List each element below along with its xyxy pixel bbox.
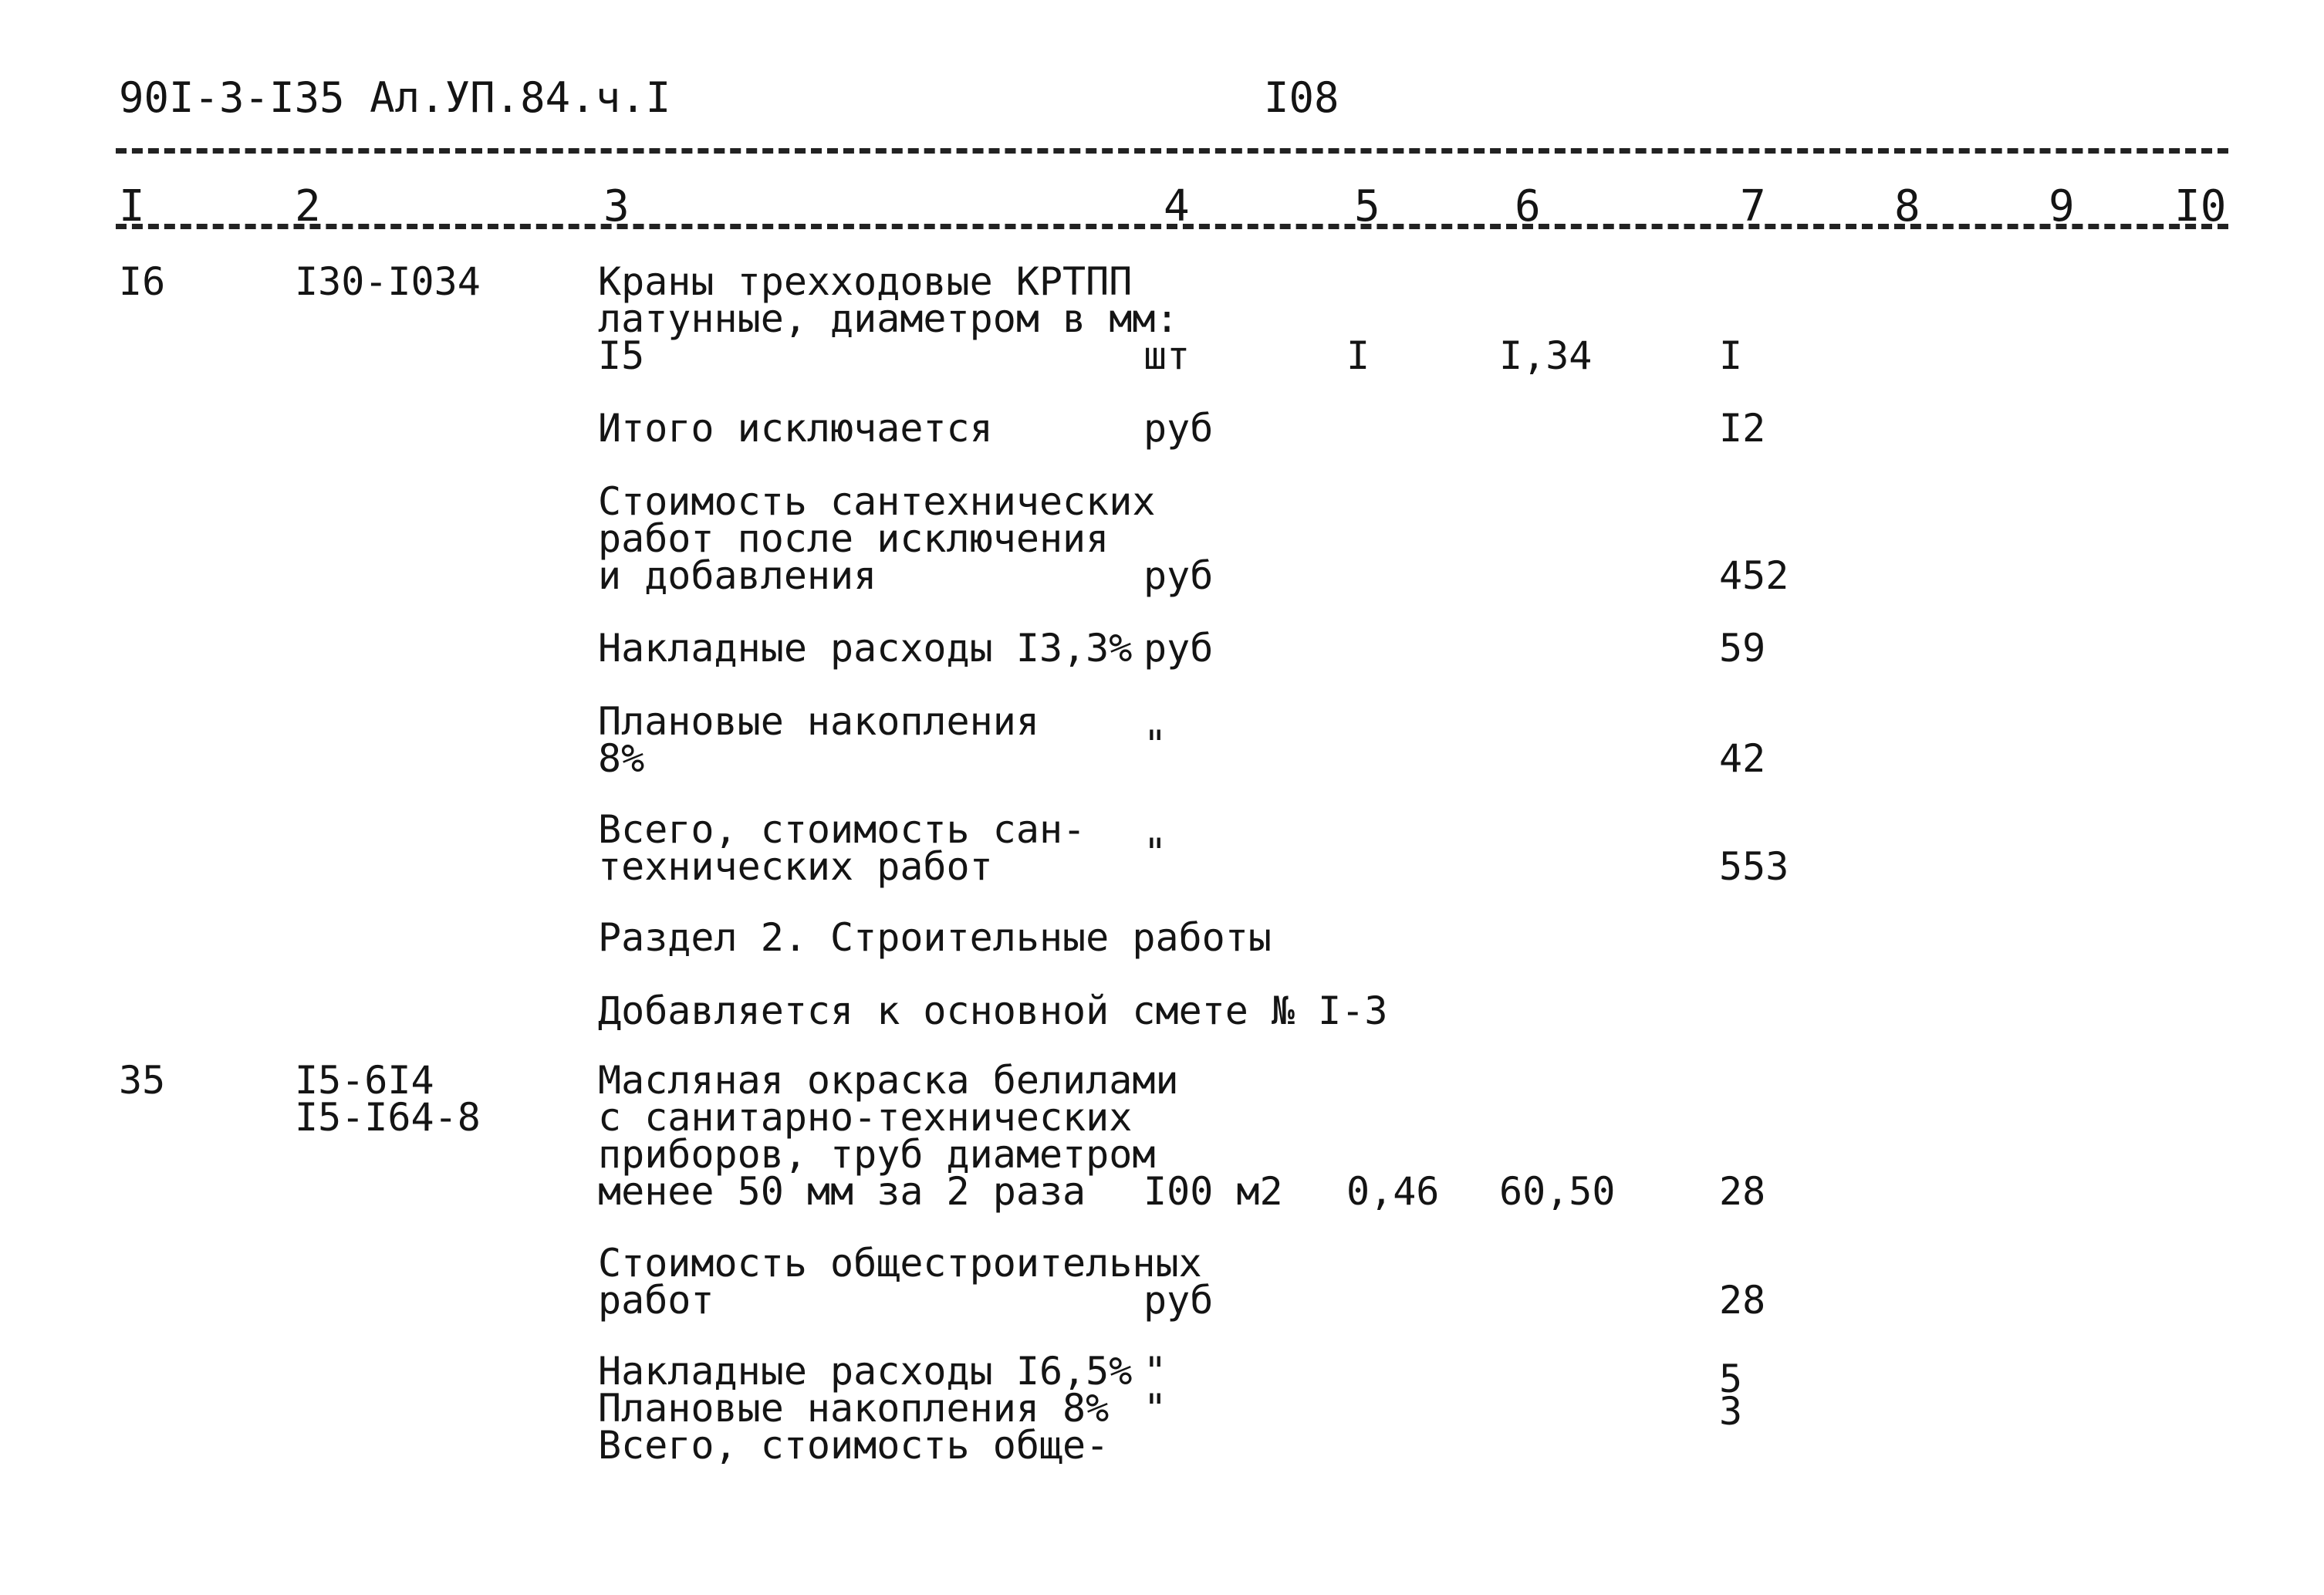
description-line: Краны трехходовые КРТПП [598,259,1133,304]
description-line: латунные, диаметром в мм: [598,296,1179,341]
description-line: с санитарно-технических [598,1095,1133,1140]
unit: " [1143,722,1167,767]
total: 28 [1719,1278,1766,1323]
description-line: менее 50 мм за 2 раза [598,1169,1086,1214]
description-line: Всего, стоимость сан- [598,807,1086,852]
column-number: I0 [2174,181,2227,231]
unit: руб [1143,626,1214,671]
quantity: I [1346,333,1370,378]
column-number: I [119,181,145,231]
column-number: 3 [603,181,630,231]
description-line: Стоимость сантехнических [598,479,1156,524]
description-line: работ [598,1278,714,1323]
description-line: Плановые накопления [598,699,1039,744]
description-line: I5 [598,333,645,378]
description-line: работ после исключения [598,516,1110,561]
column-number: 2 [295,181,321,231]
row-number: 35 [119,1058,166,1103]
description-line: Накладные расходы I6,5% [598,1349,1133,1394]
description-line: технических работ [598,844,993,889]
description-line: Стоимость общестроительных [598,1241,1202,1286]
rate-code: I5-6I4 [295,1058,434,1103]
page-number: I08 [1264,73,1339,122]
section-heading: Раздел 2. Строительные работы [598,915,1272,960]
row-number: I6 [119,259,166,304]
total: 42 [1719,736,1766,781]
total: 5 [1719,1357,1743,1401]
description-line: 8% [598,736,645,781]
document-code: 90I-3-I35 Ал.УП.84.ч.I [119,73,671,122]
unit-price: I,34 [1499,333,1593,378]
column-number: 4 [1164,181,1190,231]
unit: " [1143,1386,1167,1431]
unit-price: 60,50 [1499,1169,1616,1214]
description-line: и добавления [598,553,877,598]
total: I [1719,333,1743,378]
column-number: 7 [1740,181,1766,231]
column-number: 6 [1515,181,1541,231]
column-number: 8 [1894,181,1920,231]
total: 3 [1719,1389,1743,1434]
total: 28 [1719,1169,1766,1214]
total: I2 [1719,406,1766,451]
unit: руб [1143,406,1214,451]
description-line: Плановые накопления 8% [598,1386,1110,1431]
unit: шт [1143,333,1191,378]
unit: руб [1143,1278,1214,1323]
total: 59 [1719,626,1766,671]
unit: I00 м2 [1143,1169,1283,1214]
unit: " [1143,830,1167,875]
total: 553 [1719,844,1789,889]
rate-code: I30-I034 [295,259,481,304]
unit: руб [1143,553,1214,598]
description-line: приборов, труб диаметром [598,1132,1156,1177]
addition-note: Добавляется к основной смете № I-3 [598,988,1388,1033]
description-line: Накладные расходы I3,3% [598,626,1133,671]
description-line: Масляная окраска белилами [598,1058,1179,1103]
column-header-divider [116,224,2228,229]
column-number: 9 [2049,181,2075,231]
description-line: Всего, стоимость обще- [598,1423,1110,1468]
rate-code: I5-I64-8 [295,1095,481,1140]
quantity: 0,46 [1346,1169,1440,1214]
column-number: 5 [1354,181,1380,231]
total: 452 [1719,553,1789,598]
description-line: Итого исключается [598,406,993,451]
header-divider [116,148,2228,154]
unit: " [1143,1349,1167,1394]
